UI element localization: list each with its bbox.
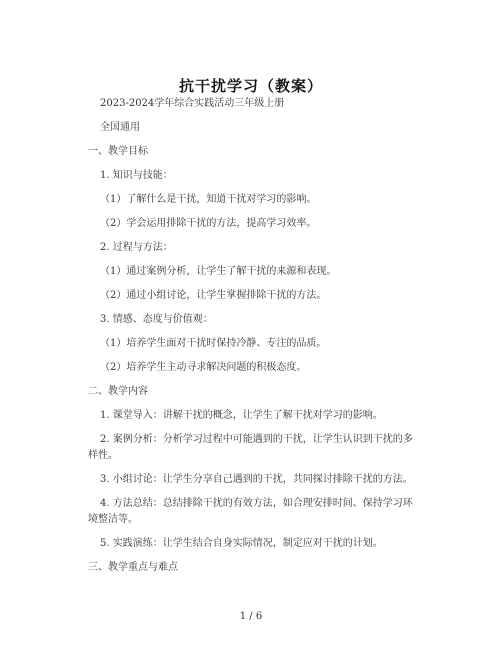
paragraph: 3. 小组讨论：让学生分享自己遇到的干扰，共同探讨排除干扰的方法。 — [100, 474, 413, 485]
paragraph: （2）培养学生主动寻求解决问题的积极态度。 — [100, 362, 307, 373]
paragraph: 1. 课堂导入：讲解干扰的概念，让学生了解干扰对学习的影响。 — [100, 410, 383, 421]
page-number: 1 / 6 — [239, 611, 263, 622]
subtitle-line: 2023-2024学年综合实践活动三年级上册 — [100, 98, 285, 109]
paragraph: （1）了解什么是干扰，知道干扰对学习的影响。 — [100, 194, 317, 205]
scope-line: 全国通用 — [100, 122, 140, 133]
paragraph: 3. 情感、态度与价值观： — [100, 314, 213, 325]
document-body — [88, 96, 416, 584]
paragraph: （1）培养学生面对干扰时保持冷静、专注的品质。 — [100, 338, 327, 349]
paragraph: 1. 知识与技能： — [100, 170, 173, 181]
section-heading: 二、教学内容 — [88, 386, 148, 397]
paragraph: 4. 方法总结：总结排除干扰的有效方法，如合理安排时间、保持学习环境整洁等。 — [88, 498, 413, 525]
paragraph: （1）通过案例分析，让学生了解干扰的来源和表现。 — [100, 266, 337, 277]
section-heading: 一、教学目标 — [88, 146, 148, 157]
paragraph: （2）学会运用排除干扰的方法，提高学习效率。 — [100, 218, 317, 229]
paragraph: 5. 实践演练：让学生结合自身实际情况，制定应对干扰的计划。 — [100, 538, 383, 549]
section-heading: 三、教学重点与难点 — [88, 562, 178, 573]
paragraph: 2. 案例分析：分析学习过程中可能遇到的干扰，让学生认识到干扰的多样性。 — [88, 434, 413, 461]
paragraph: （2）通过小组讨论，让学生掌握排除干扰的方法。 — [100, 290, 327, 301]
document-title: 抗干扰学习（教案） — [178, 77, 323, 95]
paragraph: 2. 过程与方法： — [100, 242, 173, 253]
